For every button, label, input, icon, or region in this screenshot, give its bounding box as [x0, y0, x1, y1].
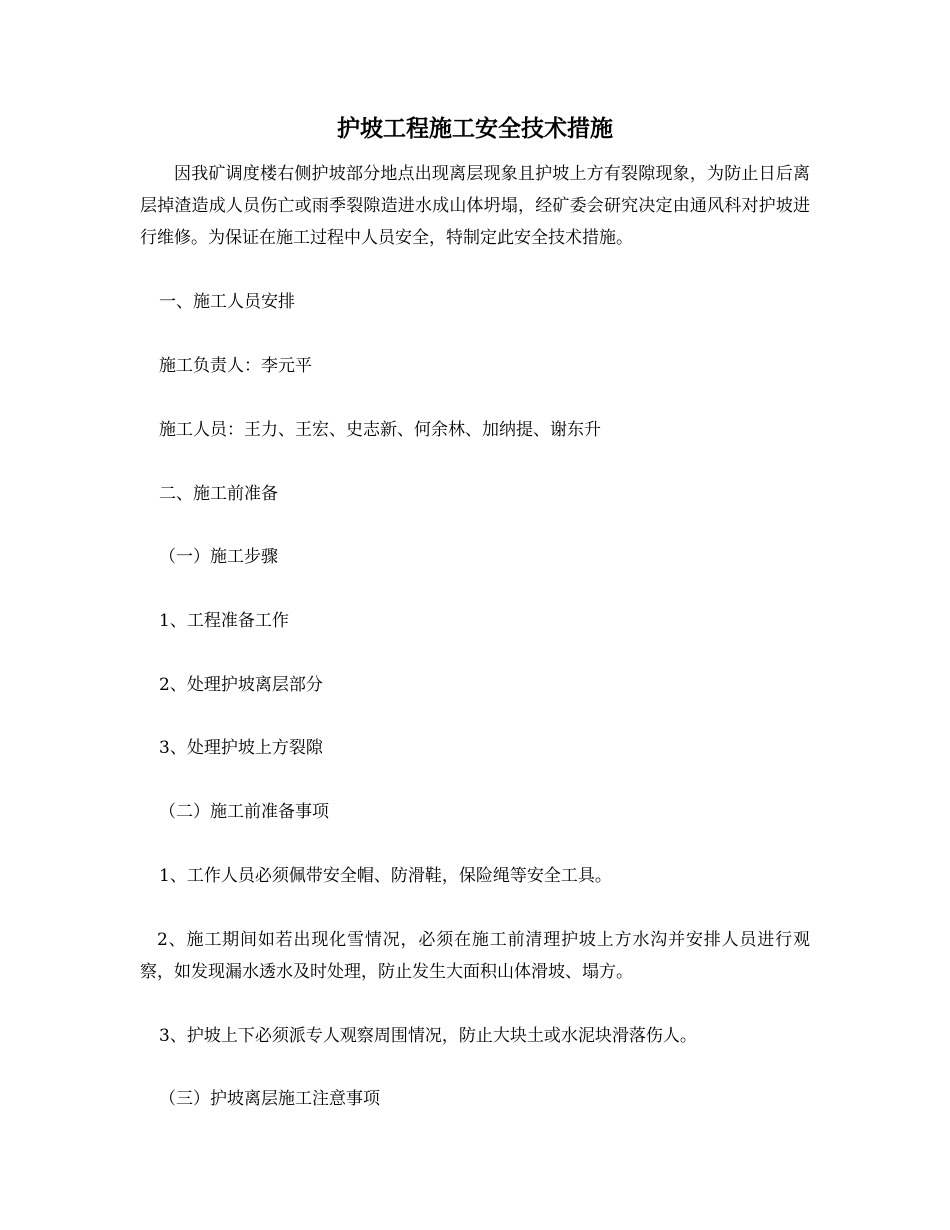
subsection-heading-steps: （一）施工步骤: [159, 547, 278, 567]
step-item: 1、工程准备工作: [159, 611, 289, 631]
section-heading-preparation: 二、施工前准备: [159, 484, 278, 504]
subsection-heading-layer-notes: （三）护坡离层施工注意事项: [159, 1089, 380, 1109]
step-item: 2、处理护坡离层部分: [159, 675, 323, 695]
document-title: 护坡工程施工安全技术措施: [337, 115, 613, 142]
intro-paragraph: 因我矿调度楼右侧护坡部分地点出现离层现象且护坡上方有裂隙现象，为防止日后离层掉渣造成人员伤亡或雨季裂隙造进水成山体坍塌，经矿委会研究决定由通风科对护坡进行维修。为保证在施工过程中人员安全，特制定此安全技术措施。: [140, 164, 810, 248]
section-heading-personnel: 一、施工人员安排: [159, 292, 295, 312]
construction-leader: 施工负责人：李元平: [159, 356, 312, 376]
step-item: 3、处理护坡上方裂隙: [159, 738, 323, 758]
subsection-heading-pre-items: （二）施工前准备事项: [159, 802, 329, 822]
construction-workers: 施工人员：王力、王宏、史志新、何余林、加纳提、谢东升: [159, 420, 601, 440]
preparation-item: 1、工作人员必须佩带安全帽、防滑鞋，保险绳等安全工具。: [159, 866, 612, 886]
preparation-item: 2、施工期间如若出现化雪情况，必须在施工前清理护坡上方水沟并安排人员进行观察，如发现漏水透水及时处理，防止发生大面积山体滑坡、塌方。: [140, 930, 810, 982]
preparation-item: 3、护坡上下必须派专人观察周围情况，防止大块土或水泥块滑落伤人。: [159, 1026, 697, 1046]
